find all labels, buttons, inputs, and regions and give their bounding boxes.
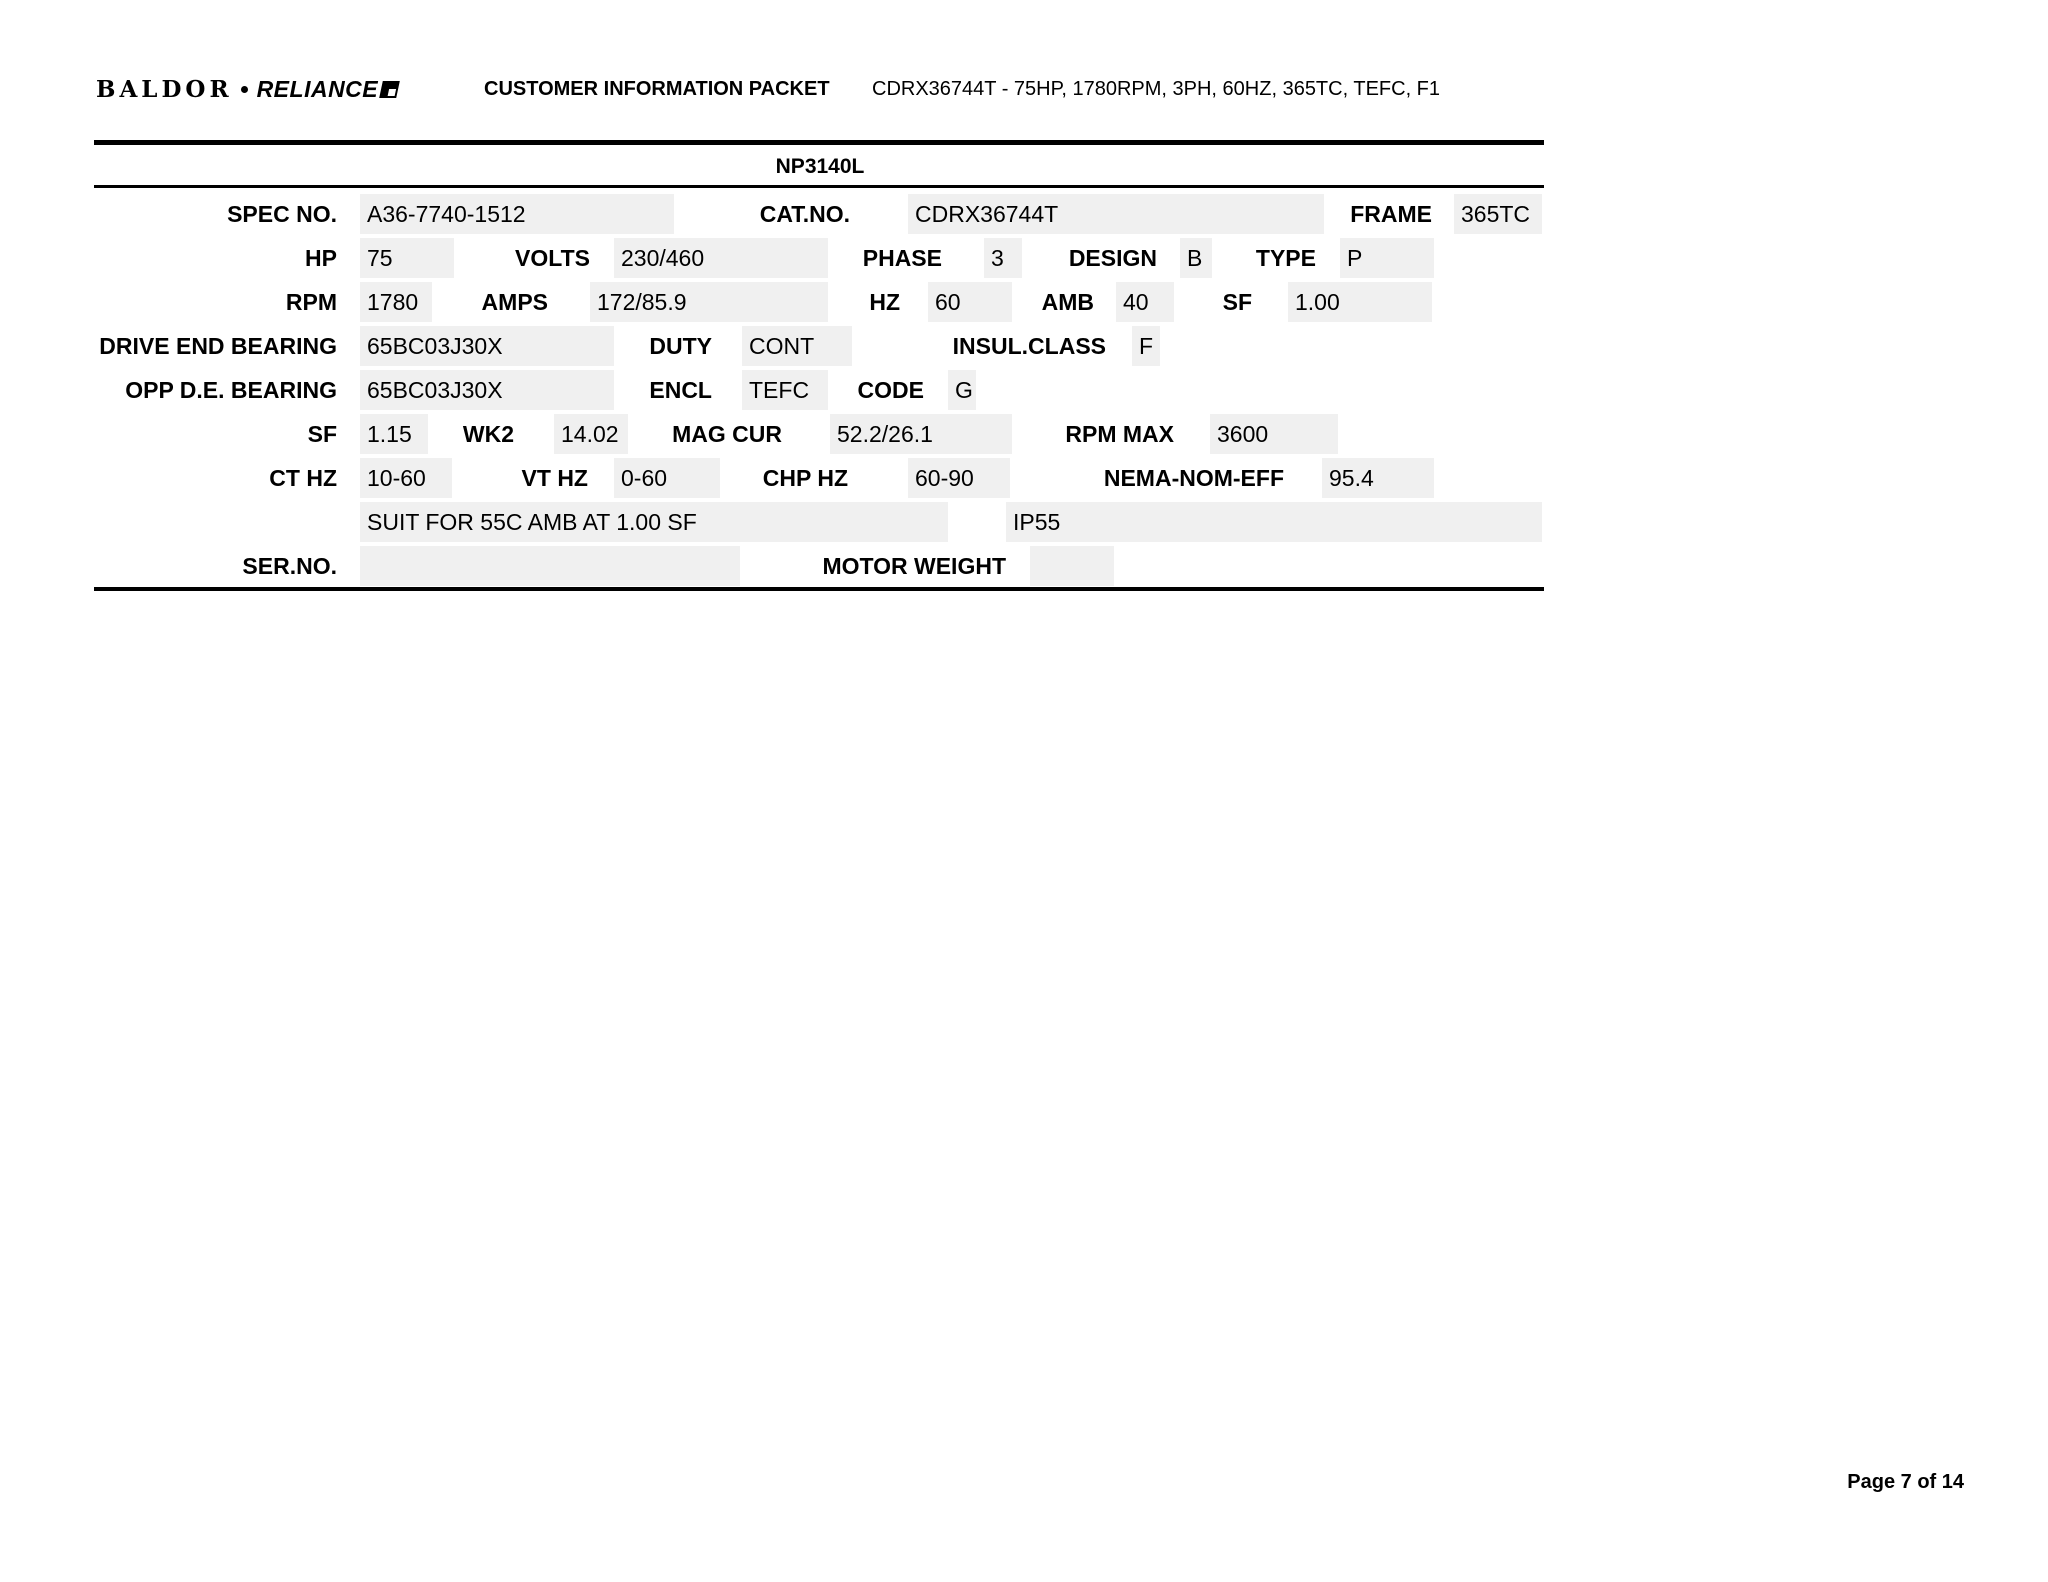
value-frame: 365TC: [1454, 194, 1542, 234]
label-wk2: WK2: [462, 421, 514, 447]
page-number: Page 7 of 14: [1847, 1471, 1964, 1493]
label-chp-hz: CHP HZ: [762, 465, 848, 491]
value-mag-cur: 52.2/26.1: [830, 414, 1012, 454]
table-header-rule: [94, 185, 1544, 188]
value-nema-nom-eff: 95.4: [1322, 458, 1434, 498]
value-vt-hz: 0-60: [614, 458, 720, 498]
value-note: SUIT FOR 55C AMB AT 1.00 SF: [360, 502, 948, 542]
value-sf: 1.00: [1288, 282, 1432, 322]
value-sf-2: 1.15: [360, 414, 428, 454]
label-hz: HZ: [869, 289, 900, 315]
value-spec-no: A36-7740-1512: [360, 194, 674, 234]
logo-reliance-text: RELIANCE: [256, 75, 379, 102]
label-sf-2: SF: [307, 421, 337, 447]
value-chp-hz: 60-90: [908, 458, 1010, 498]
value-amps: 172/85.9: [590, 282, 828, 322]
value-drive-end-bearing: 65BC03J30X: [360, 326, 614, 366]
label-vt-hz: VT HZ: [521, 465, 588, 491]
label-type: TYPE: [1255, 245, 1316, 271]
table-top-rule: [94, 140, 1544, 145]
label-ct-hz: CT HZ: [269, 465, 337, 491]
table-bottom-rule: [94, 587, 1544, 591]
label-motor-weight: MOTOR WEIGHT: [822, 553, 1006, 579]
label-sf: SF: [1222, 289, 1252, 315]
logo-dot-icon: [241, 86, 248, 93]
label-mag-cur: MAG CUR: [672, 421, 782, 447]
label-ser-no: SER.NO.: [242, 553, 337, 579]
value-type: P: [1340, 238, 1434, 278]
value-amb: 40: [1116, 282, 1174, 322]
value-rpm: 1780: [360, 282, 432, 322]
value-duty: CONT: [742, 326, 852, 366]
value-phase: 3: [984, 238, 1022, 278]
baldor-reliance-logo: [96, 72, 398, 106]
label-amps: AMPS: [481, 289, 548, 315]
label-amb: AMB: [1041, 289, 1094, 315]
value-ip-rating: IP55: [1006, 502, 1542, 542]
value-insul-class: F: [1132, 326, 1160, 366]
value-rpm-max: 3600: [1210, 414, 1338, 454]
value-ser-no: [360, 546, 740, 586]
value-ct-hz: 10-60: [360, 458, 452, 498]
value-code: G: [948, 370, 976, 410]
label-frame: FRAME: [1350, 201, 1432, 227]
label-volts: VOLTS: [515, 245, 590, 271]
label-nema-nom-eff: NEMA-NOM-EFF: [1103, 465, 1284, 491]
value-hz: 60: [928, 282, 1012, 322]
label-encl: ENCL: [649, 377, 712, 403]
label-cat-no: CAT.NO.: [759, 201, 850, 227]
logo-mark-icon: [379, 81, 400, 98]
motor-description: CDRX36744T - 75HP, 1780RPM, 3PH, 60HZ, 365TC, TEFC, F1: [872, 78, 1441, 100]
value-volts: 230/460: [614, 238, 828, 278]
packet-title: CUSTOMER INFORMATION PACKET: [484, 78, 830, 100]
logo-baldor-text: BALDOR: [96, 75, 233, 103]
value-wk2: 14.02: [554, 414, 628, 454]
label-rpm: RPM: [285, 289, 337, 315]
value-encl: TEFC: [742, 370, 828, 410]
label-hp: HP: [305, 245, 337, 271]
label-opp-de-bearing: OPP D.E. BEARING: [125, 377, 337, 403]
label-phase: PHASE: [862, 245, 942, 271]
value-cat-no: CDRX36744T: [908, 194, 1324, 234]
label-duty: DUTY: [649, 333, 712, 359]
value-hp: 75: [360, 238, 454, 278]
nameplate-id: NP3140L: [775, 155, 865, 178]
label-drive-end-bearing: DRIVE END BEARING: [99, 333, 337, 359]
label-design: DESIGN: [1068, 245, 1157, 271]
label-insul-class: INSUL.CLASS: [952, 333, 1106, 359]
value-motor-weight: [1030, 546, 1114, 586]
label-spec-no: SPEC NO.: [227, 201, 337, 227]
label-rpm-max: RPM MAX: [1065, 421, 1174, 447]
value-opp-de-bearing: 65BC03J30X: [360, 370, 614, 410]
label-code: CODE: [857, 377, 924, 403]
value-design: B: [1180, 238, 1212, 278]
